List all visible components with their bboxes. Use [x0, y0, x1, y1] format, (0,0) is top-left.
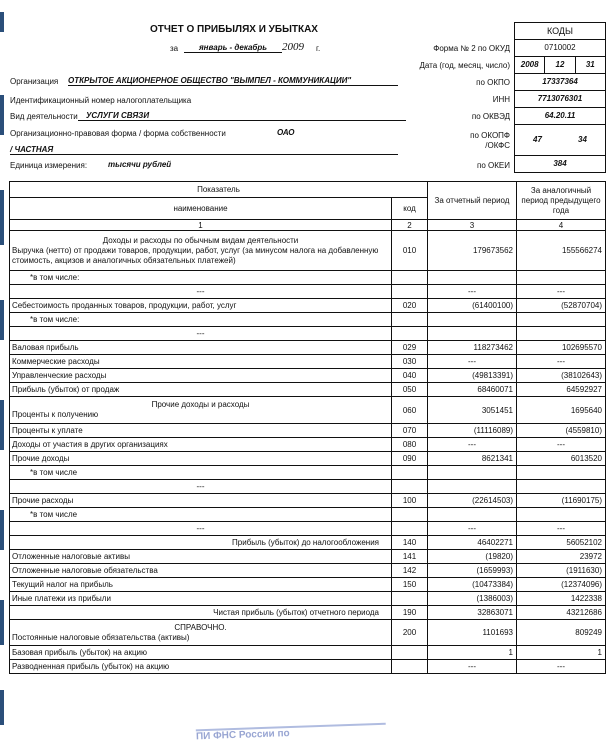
- row-code: 140: [392, 536, 428, 550]
- dash-cell: ---: [517, 355, 606, 369]
- codes-box: [514, 22, 606, 173]
- row-code: 040: [392, 369, 428, 383]
- value-current: 118273462: [428, 341, 517, 355]
- value-current: 1: [428, 646, 517, 660]
- org-label: Организация: [10, 77, 59, 86]
- dash-cell: ---: [428, 438, 517, 452]
- value-current: (1386003): [428, 592, 517, 606]
- table-row: [10, 424, 606, 438]
- date-year: 2008: [515, 57, 545, 73]
- value-current: (1659993): [428, 564, 517, 578]
- binder-mark: [0, 190, 4, 245]
- table-row: [10, 383, 606, 397]
- period-value: январь - декабрь: [184, 43, 282, 53]
- dash-cell: ---: [10, 480, 392, 494]
- row-code: 070: [392, 424, 428, 438]
- activity-value: УСЛУГИ СВЯЗИ: [78, 111, 406, 121]
- value-previous: (1911630): [517, 564, 606, 578]
- table-row: [10, 285, 606, 299]
- table-row: [10, 606, 606, 620]
- binder-mark: [0, 12, 4, 32]
- table-row: [10, 438, 606, 452]
- header-indicator: Показатель: [10, 182, 428, 198]
- binder-mark: [0, 95, 4, 135]
- table-row: [10, 231, 606, 271]
- dash-cell: ---: [428, 355, 517, 369]
- table-row: [10, 522, 606, 536]
- section-other: Прочие доходы и расходы: [151, 400, 250, 409]
- dash-cell: ---: [10, 327, 392, 341]
- okfs-code: 34: [578, 135, 587, 144]
- table-row: [10, 313, 606, 327]
- dash-cell: ---: [10, 522, 392, 536]
- date-label: Дата (год, месяц, число): [419, 61, 510, 70]
- table-row: [10, 578, 606, 592]
- binder-mark: [0, 300, 4, 340]
- okpo-label: по ОКПО: [476, 78, 510, 87]
- permanent-tax-label: Постоянные налоговые обязательства (активы): [12, 632, 190, 642]
- okei-label: по ОКЕИ: [477, 161, 510, 170]
- net-profit-label: Чистая прибыль (убыток) отчетного периода: [10, 606, 392, 620]
- basic-eps-label: Базовая прибыль (убыток) на акцию: [10, 646, 392, 660]
- dash-cell: ---: [428, 522, 517, 536]
- row-code: 190: [392, 606, 428, 620]
- row-code: 029: [392, 341, 428, 355]
- row-code: 010: [392, 231, 428, 271]
- table-row: [10, 620, 606, 646]
- row-code: 060: [392, 397, 428, 424]
- including-label: *в том числе:: [10, 313, 392, 327]
- row-code: [392, 592, 428, 606]
- year-suffix: г.: [316, 44, 321, 53]
- row-label: [10, 231, 392, 271]
- value-previous: 1: [517, 646, 606, 660]
- okud-code: 0710002: [515, 40, 605, 57]
- value-current: 3051451: [428, 397, 517, 424]
- row-code: 141: [392, 550, 428, 564]
- value-previous: 23972: [517, 550, 606, 564]
- col-number: 4: [517, 220, 606, 231]
- okved-label: по ОКВЭД: [471, 112, 510, 121]
- col-number: 3: [428, 220, 517, 231]
- okfs-label: /ОКФС: [485, 141, 510, 150]
- other-payments-label: Иные платежи из прибыли: [10, 592, 392, 606]
- reference-heading: СПРАВОЧНО.: [174, 622, 227, 632]
- admin-expenses-label: Управленческие расходы: [10, 369, 392, 383]
- binder-mark: [0, 400, 4, 450]
- dash-cell: ---: [517, 522, 606, 536]
- row-label: [10, 397, 392, 424]
- col-number: 1: [10, 220, 392, 231]
- table-row: [10, 592, 606, 606]
- okopf-code: 47: [533, 135, 542, 144]
- okopf-label: по ОКОПФ: [470, 131, 510, 140]
- row-code: 050: [392, 383, 428, 397]
- table-row: [10, 564, 606, 578]
- gross-profit-label: Валовая прибыль: [10, 341, 392, 355]
- row-code: 090: [392, 452, 428, 466]
- table-row: [10, 550, 606, 564]
- value-current: (10473384): [428, 578, 517, 592]
- interest-received-label: Проценты к получению: [12, 410, 99, 419]
- tax-office-stamp: ПИ ФНС России по: [196, 723, 386, 745]
- row-code: 150: [392, 578, 428, 592]
- report-title: ОТЧЕТ О ПРИБЫЛЯХ И УБЫТКАХ: [150, 24, 318, 35]
- cogs-label: Себестоимость проданных товаров, продукции, работ, услуг: [10, 299, 392, 313]
- table-row: [10, 271, 606, 285]
- okved-code: 64.20.11: [515, 108, 605, 125]
- ownership-value: / ЧАСТНАЯ: [10, 145, 398, 155]
- diluted-eps-label: Разводненная прибыль (убыток) на акцию: [10, 660, 392, 674]
- value-current: (49813391): [428, 369, 517, 383]
- commercial-expenses-label: Коммерческие расходы: [10, 355, 392, 369]
- interest-paid-label: Проценты к уплате: [10, 424, 392, 438]
- binder-mark: [0, 510, 4, 550]
- table-row: [10, 341, 606, 355]
- row-label: [10, 620, 392, 646]
- date-month: 12: [545, 57, 575, 73]
- value-previous: 1422338: [517, 592, 606, 606]
- row-code: [392, 660, 428, 674]
- value-current: 46402271: [428, 536, 517, 550]
- codes-title: КОДЫ: [515, 23, 605, 40]
- legal-form-value: ОАО: [277, 128, 295, 137]
- row-code: 020: [392, 299, 428, 313]
- activity-label: Вид деятельности: [10, 112, 78, 121]
- pretax-profit-label: Прибыль (убыток) до налогообложения: [10, 536, 392, 550]
- value-previous: 809249: [517, 620, 606, 646]
- value-current: (22614503): [428, 494, 517, 508]
- revenue-label: Выручка (нетто) от продажи товаров, продукции, работ, услуг (за минусом налога на добавленную стоимость, акцизов и аналогичных обязательных платежей): [12, 245, 379, 265]
- dash-cell: ---: [428, 285, 517, 299]
- other-income-label: Прочие доходы: [10, 452, 392, 466]
- period-prefix: за: [170, 44, 179, 53]
- dash-cell: ---: [517, 660, 606, 674]
- inn-label: ИНН: [492, 95, 510, 104]
- row-code: [392, 646, 428, 660]
- value-current: 32863071: [428, 606, 517, 620]
- table-row: [10, 452, 606, 466]
- table-row: [10, 536, 606, 550]
- table-row: [10, 355, 606, 369]
- table-row: [10, 369, 606, 383]
- income-statement-table: [9, 181, 606, 674]
- value-previous: (38102643): [517, 369, 606, 383]
- value-previous: 64592927: [517, 383, 606, 397]
- current-tax-label: Текущий налог на прибыль: [10, 578, 392, 592]
- value-previous: 1695640: [517, 397, 606, 424]
- col-number: 2: [392, 220, 428, 231]
- including-label: *в том числе:: [10, 271, 392, 285]
- sales-profit-label: Прибыль (убыток) от продаж: [10, 383, 392, 397]
- section-ordinary: Доходы и расходы по обычным видам деятельности: [102, 235, 299, 245]
- binder-mark: [0, 600, 4, 645]
- okei-code: 384: [553, 159, 567, 168]
- including-label: *в том числе: [10, 466, 392, 480]
- binder-mark: [0, 690, 4, 725]
- date-day: 31: [585, 60, 595, 69]
- table-row: [10, 397, 606, 424]
- table-row: [10, 299, 606, 313]
- org-value: ОТКРЫТОЕ АКЦИОНЕРНОЕ ОБЩЕСТВО "ВЫМПЕЛ - КОММУНИКАЦИИ": [68, 76, 398, 86]
- taxid-label: Идентификационный номер налогоплательщика: [10, 96, 192, 105]
- including-label: *в том числе: [10, 508, 392, 522]
- table-row: [10, 466, 606, 480]
- table-row: [10, 480, 606, 494]
- value-previous: (12374096): [517, 578, 606, 592]
- row-code: 142: [392, 564, 428, 578]
- value-current: 179673562: [428, 231, 517, 271]
- value-previous: 6013520: [517, 452, 606, 466]
- participation-income-label: Доходы от участия в других организациях: [10, 438, 392, 452]
- unit-label: Единица измерения:: [10, 161, 88, 170]
- dash-cell: ---: [517, 285, 606, 299]
- value-current: 1101693: [428, 620, 517, 646]
- legal-form-label: Организационно-правовая форма / форма собственности: [10, 129, 226, 138]
- table-row: [10, 660, 606, 674]
- table-row: [10, 327, 606, 341]
- table-row: [10, 646, 606, 660]
- value-previous: (4559810): [517, 424, 606, 438]
- value-previous: (52870704): [517, 299, 606, 313]
- value-current: 8621341: [428, 452, 517, 466]
- header-current-period: За отчетный период: [428, 182, 517, 220]
- value-previous: (11690175): [517, 494, 606, 508]
- table-row: [10, 494, 606, 508]
- inn-code: 7713076301: [515, 91, 605, 108]
- period-year: 2009: [282, 41, 304, 53]
- table-row: [10, 508, 606, 522]
- dash-cell: ---: [10, 285, 392, 299]
- unit-value: тысячи рублей: [108, 160, 172, 169]
- okpo-code: 17337364: [515, 74, 605, 91]
- row-code: 030: [392, 355, 428, 369]
- other-expenses-label: Прочие расходы: [10, 494, 392, 508]
- row-code: 080: [392, 438, 428, 452]
- header-code: код: [392, 198, 428, 220]
- date-code: [515, 57, 605, 74]
- okopf-okfs-code: [515, 125, 605, 156]
- dash-cell: ---: [517, 438, 606, 452]
- deferred-tax-liabilities-label: Отложенные налоговые обязательства: [10, 564, 392, 578]
- row-code: 200: [392, 620, 428, 646]
- header-name: наименование: [10, 198, 392, 220]
- value-current: (19820): [428, 550, 517, 564]
- deferred-tax-assets-label: Отложенные налоговые активы: [10, 550, 392, 564]
- value-previous: 102695570: [517, 341, 606, 355]
- value-current: (11116089): [428, 424, 517, 438]
- header-previous-period: За аналогичный период предыдущего года: [517, 182, 606, 220]
- value-current: (61400100): [428, 299, 517, 313]
- value-previous: 56052102: [517, 536, 606, 550]
- value-previous: 43212686: [517, 606, 606, 620]
- form-okud-label: Форма № 2 по ОКУД: [433, 44, 510, 53]
- dash-cell: ---: [428, 660, 517, 674]
- value-current: 68460071: [428, 383, 517, 397]
- value-previous: 155566274: [517, 231, 606, 271]
- row-code: 100: [392, 494, 428, 508]
